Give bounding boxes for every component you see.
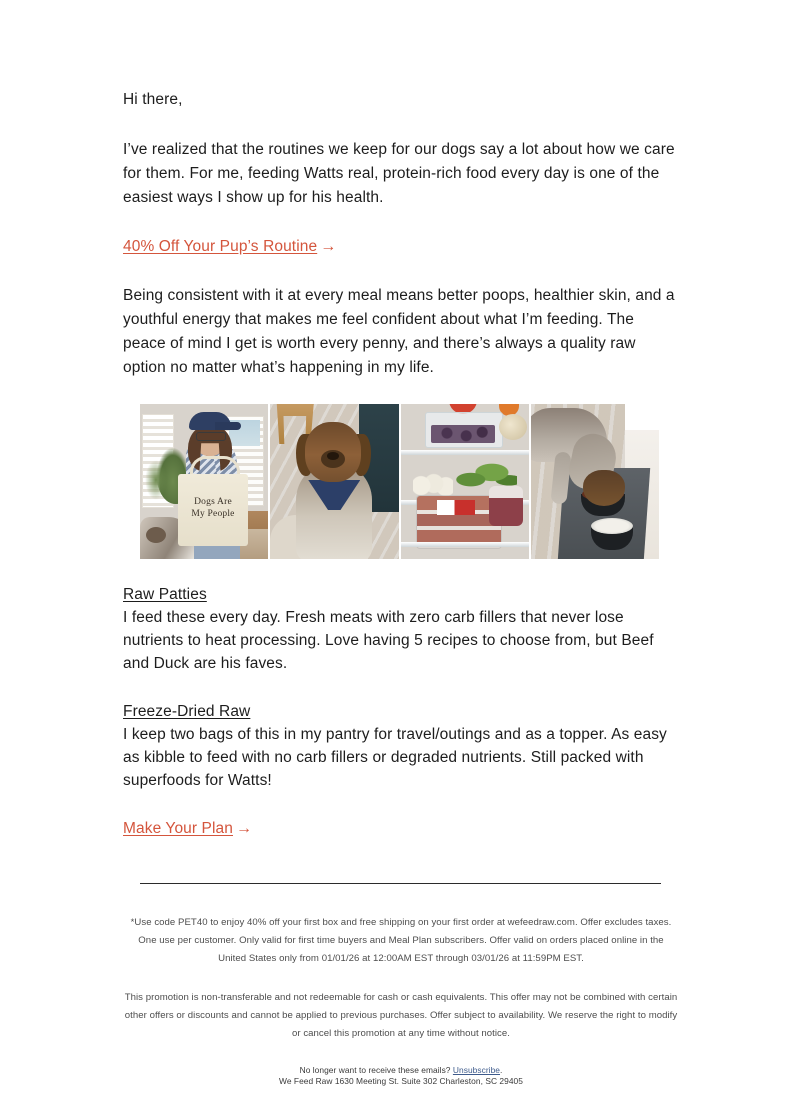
food-container bbox=[489, 486, 523, 526]
collage-photo-dog-with-bandana bbox=[270, 404, 398, 559]
tote-text-line-1: Dogs Are bbox=[194, 497, 232, 507]
unsubscribe-period: . bbox=[500, 1065, 503, 1076]
berry-container bbox=[425, 412, 503, 448]
cauliflower bbox=[499, 414, 527, 440]
second-paragraph: Being consistent with it at every meal means better poops, healthier skin, and a youthful energy that makes me feel confident about what I’m feeding. The peace of mind I get is worth every penny, and there’s always a quality raw option no matter what’s happening in my life. bbox=[123, 287, 675, 376]
secondary-cta-label: Make Your Plan bbox=[123, 820, 233, 837]
unsubscribe-prompt: No longer want to receive these emails? bbox=[299, 1065, 451, 1076]
dog-face bbox=[583, 470, 625, 506]
houseplant-secondary bbox=[145, 460, 167, 500]
legal-disclaimer-1: *Use code PET40 to enjoy 40% off your first box and free shipping on your first order at wefeedraw.com. Offer excludes taxes. One use per customer. Only valid for first time buyers and Meal Plan subscribers. Offer valid on orders placed online in the United States only from 01/01/26 at 12:00AM EST through 03/01/26 at 11:59PM EST. bbox=[130, 917, 672, 965]
legal-disclaimer-2: This promotion is non-transferable and not redeemable for cash or cash equivalents. This offer may not be combined with certain other offers or discounts and cannot be applied to previous purchases. Offer subject to availability. We reserve the right to modify or cancel this promotion at any time without notice. bbox=[124, 991, 678, 1040]
raw-patties-heading-row bbox=[123, 583, 677, 606]
email-footer bbox=[123, 914, 679, 1087]
glasses-icon bbox=[196, 432, 226, 441]
freeze-dried-heading-row bbox=[123, 700, 677, 723]
company-address: We Feed Raw 1630 Meeting St. Suite 302 Charleston, SC 29405 bbox=[279, 1076, 523, 1087]
collage-photo-woman-with-tote bbox=[140, 404, 268, 559]
meat-pack-label bbox=[437, 500, 475, 515]
freeze-dried-title: Freeze-Dried Raw bbox=[123, 703, 251, 720]
collage-photo-fridge-with-raw-meat bbox=[401, 404, 529, 559]
freeze-dried-body: I keep two bags of this in my pantry for travel/outings and as a topper. As easy as kibble to feed with no carb fillers or degraded nutrients. Still packed with superfoods for Watts! bbox=[123, 726, 667, 789]
intro-paragraph: I’ve realized that the routines we keep for our dogs say a lot about how we care for them. For me, feeding Watts real, protein-rich food every day is one of the easiest ways I show up for his health. bbox=[123, 141, 675, 206]
collage-photo-dog-eating bbox=[531, 404, 659, 559]
primary-cta-block bbox=[123, 235, 677, 259]
fridge-shelf-top bbox=[401, 450, 529, 455]
tote-bag-text bbox=[178, 496, 248, 520]
arrow-right-icon: → bbox=[320, 238, 337, 255]
raw-patties-title: Raw Patties bbox=[123, 586, 207, 603]
primary-cta-link[interactable] bbox=[123, 235, 336, 259]
unsubscribe-block bbox=[123, 1065, 679, 1087]
unsubscribe-link[interactable]: Unsubscribe bbox=[452, 1065, 501, 1076]
product-section-raw-patties bbox=[123, 583, 677, 675]
turnips bbox=[413, 470, 453, 496]
product-section-freeze-dried-raw bbox=[123, 700, 677, 792]
email-content bbox=[123, 88, 677, 1087]
secondary-cta-link[interactable] bbox=[123, 817, 252, 841]
baseball-cap bbox=[189, 412, 231, 430]
arrow-right-icon: → bbox=[235, 820, 253, 837]
tote-text-line-2: My People bbox=[191, 509, 235, 519]
greeting-text: Hi there, bbox=[123, 91, 183, 108]
tote-bag bbox=[178, 474, 248, 546]
raw-patties-body: I feed these every day. Fresh meats with zero carb fillers that never lose nutrients to heat processing. Love having 5 recipes to choose from, but Beef and Duck are his faves. bbox=[123, 609, 654, 672]
baseboard bbox=[625, 404, 659, 430]
fridge-shelf-bottom bbox=[401, 542, 529, 547]
footer-divider bbox=[140, 883, 661, 884]
photo-collage bbox=[140, 404, 659, 559]
primary-cta-label: 40% Off Your Pup’s Routine bbox=[123, 238, 318, 255]
secondary-cta-block bbox=[123, 817, 677, 841]
